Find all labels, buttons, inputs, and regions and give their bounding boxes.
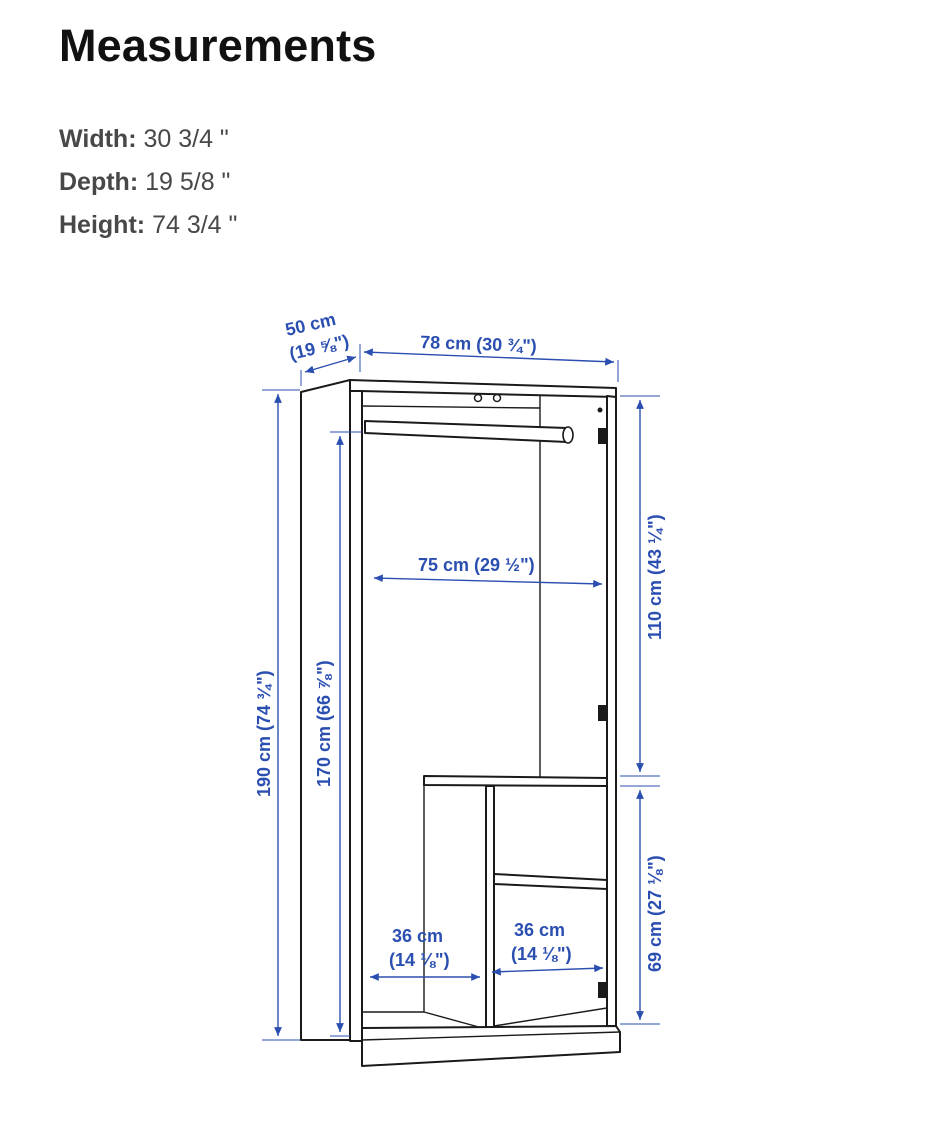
hinge-bottom-icon [598,982,606,998]
dimension-width [364,332,618,382]
depth-in-label: (19 ⅝") [287,330,351,364]
shelf-left-cm-label: 36 cm [392,926,444,946]
plinth [362,1026,620,1066]
spec-depth-value: 19 5/8 " [145,168,231,196]
dimension-total-height [254,390,300,1040]
shelf-left-in-label: (14 ⅛") [389,950,450,970]
lower-height-label: 69 cm (27 ⅛") [645,855,665,972]
total-height-label: 190 cm (74 ¾") [254,670,274,797]
hinge-top-icon [598,428,606,444]
inner-width-label: 75 cm (29 ½") [418,555,535,575]
page-title: Measurements [59,20,377,71]
shelf-right-in-label: (14 ⅛") [511,944,572,964]
clothes-rail [365,421,567,442]
spec-width-value: 30 3/4 " [143,125,229,153]
right-side [607,396,616,1026]
spec-width-label: Width: [59,125,137,153]
dimension-upper-height [620,396,665,776]
shelf-unit-top [424,776,607,786]
wardrobe-drawing [301,380,620,1066]
spec-depth-label: Depth: [59,168,139,196]
dimension-lower-height [620,786,665,1024]
top-panel [350,380,616,397]
shelf-divider [486,786,494,1030]
width-label: 78 cm (30 ¾") [419,332,538,357]
inner-height-label: 170 cm (66 ⅞") [314,660,334,787]
dimension-inner-width [374,555,602,584]
spec-height-label: Height: [59,211,146,239]
depth-cm-label: 50 cm [283,308,338,340]
middle-shelf [494,874,607,889]
dimension-shelf-right [492,920,603,972]
shelf-right-cm-label: 36 cm [514,920,566,940]
dimension-depth [283,309,360,386]
spec-height-value: 74 3/4 " [152,211,238,239]
dimension-shelf-left [370,926,480,977]
hinge-middle-icon [598,705,606,721]
front-left-frame [350,391,362,1041]
upper-height-label: 110 cm (43 ¼") [645,514,665,640]
